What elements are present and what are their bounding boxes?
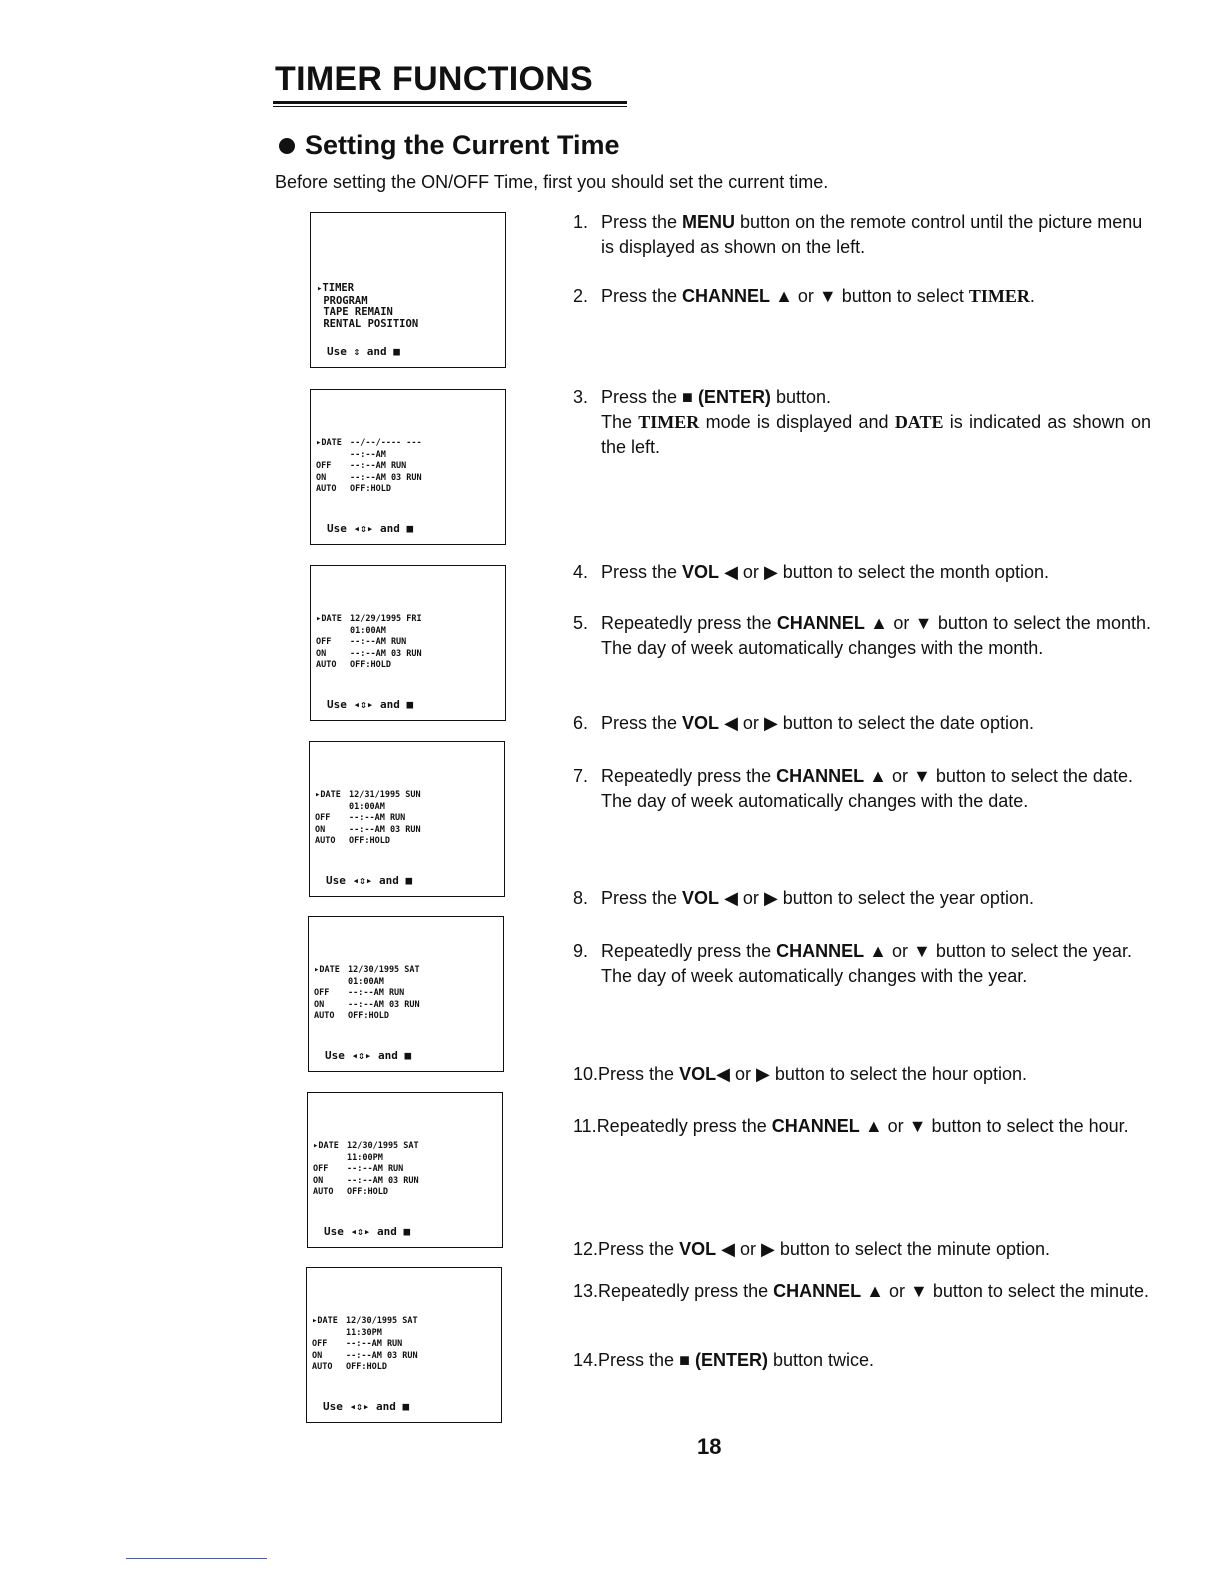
date-label: ▸DATE (314, 965, 340, 975)
timer-screen-2 (310, 565, 506, 721)
timer-screen-3 (309, 741, 505, 897)
off-label: OFF (313, 1164, 329, 1174)
step-1: 1. Press the MENU button on the remote control until the picture menu is displayed as shown on the left. (573, 212, 1143, 257)
enter-icon: ■ (393, 345, 400, 358)
step-11: 11.Repeatedly press the CHANNEL ▲ or ▼ button to select the hour. (573, 1116, 1129, 1136)
auto-value: OFF:HOLD (350, 484, 391, 494)
off-value: --:--AM RUN (350, 461, 407, 471)
step-13: 13.Repeatedly press the CHANNEL ▲ or ▼ button to select the minute. (573, 1281, 1149, 1301)
triangle-down-icon: ▼ (914, 613, 933, 633)
timer-grid (312, 1316, 418, 1374)
enter-icon: ■ (406, 522, 414, 535)
triangle-up-icon: ▲ (775, 286, 793, 306)
triangle-left-icon: ◀ (721, 1239, 735, 1259)
cursor-icon: ▸ (316, 614, 322, 624)
auto-value: OFF:HOLD (349, 836, 390, 846)
time-value: 01:00AM (348, 976, 384, 987)
cursor-icon: ▸ (315, 790, 321, 800)
on-label: ON (314, 999, 325, 1010)
off-label: OFF (316, 461, 332, 471)
auto-label: AUTO (316, 660, 337, 670)
screen-hint: Use ◂⇕▸ and ■ (326, 874, 413, 887)
triangle-down-icon: ▼ (908, 1116, 927, 1136)
triangle-up-icon: ▲ (866, 1281, 884, 1301)
triangle-left-icon: ◀ (724, 713, 738, 733)
on-value: --:--AM 03 RUN (346, 1350, 418, 1361)
screen-hint: Use ◂⇕▸ and ■ (327, 522, 414, 535)
off-label: OFF (316, 637, 332, 647)
page-number: 18 (697, 1434, 722, 1459)
time-value: 11:30PM (346, 1327, 382, 1338)
screen-hint: Use ◂⇕▸ and ■ (327, 698, 414, 711)
left-right-up-down-icon: ◂⇕▸ (350, 1225, 371, 1238)
step-3: 3. Press the ■ (ENTER) button. The TIMER mode is displayed and DATE is indicated as shown on the left. (573, 387, 1151, 457)
step-14: 14.Press the ■ (ENTER) button twice. (573, 1350, 875, 1370)
triangle-up-icon: ▲ (864, 1116, 883, 1136)
auto-label: AUTO (313, 1187, 334, 1197)
on-label: ON (315, 824, 326, 835)
auto-label: AUTO (312, 1362, 333, 1372)
on-value: --:--AM 03 RUN (347, 1175, 419, 1186)
left-right-up-down-icon: ◂⇕▸ (353, 698, 374, 711)
on-label: ON (316, 472, 327, 483)
off-value: --:--AM RUN (347, 1164, 404, 1174)
enter-icon: ■ (406, 698, 414, 711)
date-label: ▸DATE (315, 790, 341, 800)
auto-label: AUTO (314, 1011, 335, 1021)
enter-icon: ■ (405, 874, 413, 887)
time-value: --:--AM (350, 449, 386, 460)
off-label: OFF (315, 813, 331, 823)
timer-screen-4 (308, 916, 504, 1072)
left-right-up-down-icon: ◂⇕▸ (353, 522, 374, 535)
enter-icon: ■ (403, 1225, 411, 1238)
timer-grid (313, 1141, 419, 1199)
screen-hint: Use ⇕ and ■ (327, 345, 400, 358)
off-value: --:--AM RUN (348, 988, 405, 998)
menu-item-program: PROGRAM (323, 294, 368, 307)
auto-label: AUTO (316, 484, 337, 494)
title-underline-thin (273, 106, 627, 107)
triangle-down-icon: ▼ (912, 941, 931, 961)
enter-icon: ■ (404, 1049, 412, 1062)
triangle-right-icon: ▶ (763, 888, 778, 908)
triangle-up-icon: ▲ (869, 766, 887, 786)
triangle-up-icon: ▲ (869, 941, 887, 961)
bullet-icon (279, 138, 295, 154)
on-label: ON (312, 1350, 323, 1361)
enter-icon: ■ (402, 1400, 410, 1413)
cursor-icon: ▸ (316, 438, 322, 448)
stop-square-icon: ■ (682, 387, 693, 407)
screen-hint: Use ◂⇕▸ and ■ (325, 1049, 412, 1062)
triangle-right-icon: ▶ (763, 713, 778, 733)
cursor-icon: ▸ (317, 284, 323, 294)
off-value: --:--AM RUN (349, 813, 406, 823)
title-underline (273, 101, 627, 104)
timer-grid (316, 438, 422, 496)
timer-screen-6 (306, 1267, 502, 1423)
auto-label: AUTO (315, 836, 336, 846)
triangle-right-icon: ▶ (763, 562, 778, 582)
on-label: ON (313, 1175, 324, 1186)
date-value: 12/30/1995 SAT (347, 1141, 419, 1151)
menu-item-rental-position: RENTAL POSITION (323, 317, 419, 330)
left-right-up-down-icon: ◂⇕▸ (349, 1400, 370, 1413)
time-value: 11:00PM (347, 1152, 383, 1163)
step-2: 2. Press the CHANNEL ▲ or ▼ button to select TIMER. (573, 286, 1035, 306)
triangle-down-icon: ▼ (818, 286, 837, 306)
timer-grid (315, 790, 421, 848)
timer-screen-1 (310, 389, 506, 545)
triangle-down-icon: ▼ (910, 1281, 928, 1301)
auto-value: OFF:HOLD (347, 1187, 388, 1197)
date-value: 12/30/1995 SAT (348, 965, 420, 975)
triangle-left-icon: ◀ (724, 562, 738, 582)
date-label: ▸DATE (312, 1316, 338, 1326)
on-value: --:--AM 03 RUN (350, 472, 422, 483)
on-value: --:--AM 03 RUN (350, 648, 422, 659)
triangle-up-icon: ▲ (870, 613, 889, 633)
timer-screen-5 (307, 1092, 503, 1248)
time-value: 01:00AM (349, 801, 385, 812)
timer-grid (316, 614, 422, 672)
date-label: ▸DATE (316, 614, 342, 624)
triangle-right-icon: ▶ (760, 1239, 775, 1259)
menu-item-timer: ▸TIMER (317, 282, 355, 294)
timer-grid (314, 965, 420, 1023)
page-title: TIMER FUNCTIONS (275, 60, 594, 98)
off-value: --:--AM RUN (346, 1339, 403, 1349)
step-12: 12.Press the VOL ◀ or ▶ button to select the minute option. (573, 1239, 1051, 1259)
cursor-icon: ▸ (314, 965, 320, 975)
intro-text: Before setting the ON/OFF Time, first you should set the current time. (275, 172, 829, 192)
left-right-up-down-icon: ◂⇕▸ (352, 874, 373, 887)
date-value: 12/29/1995 FRI (350, 614, 422, 624)
menu-screen (310, 212, 506, 368)
time-value: 01:00AM (350, 625, 386, 636)
triangle-left-icon: ◀ (724, 888, 738, 908)
step-9: 9. Repeatedly press the CHANNEL ▲ or ▼ button to select the year. The day of week automatically changes with the year. (573, 941, 1132, 986)
up-down-icon: ⇕ (353, 345, 361, 358)
off-label: OFF (314, 988, 330, 998)
menu-item-tape-remain: TAPE REMAIN (323, 306, 393, 318)
triangle-right-icon: ▶ (755, 1064, 770, 1084)
left-right-up-down-icon: ◂⇕▸ (351, 1049, 372, 1062)
auto-value: OFF:HOLD (350, 660, 391, 670)
menu-list (317, 283, 418, 330)
date-value: 12/31/1995 SUN (349, 790, 421, 800)
screen-hint: Use ◂⇕▸ and ■ (324, 1225, 411, 1238)
section-heading-text: Setting the Current Time (305, 130, 620, 160)
on-value: --:--AM 03 RUN (349, 824, 421, 835)
cursor-icon: ▸ (312, 1316, 318, 1326)
auto-value: OFF:HOLD (348, 1011, 389, 1021)
step-8: 8. Press the VOL ◀ or ▶ button to select the year option. (573, 888, 1034, 908)
stop-square-icon: ■ (679, 1350, 690, 1370)
date-label: ▸DATE (313, 1141, 339, 1151)
triangle-down-icon: ▼ (912, 766, 931, 786)
step-5: 5. Repeatedly press the CHANNEL ▲ or ▼ button to select the month. The day of week automatically changes with the month. (573, 613, 1151, 658)
step-7: 7. Repeatedly press the CHANNEL ▲ or ▼ button to select the date. The day of week automatically changes with the date. (573, 766, 1133, 811)
section-heading (279, 130, 620, 161)
on-value: --:--AM 03 RUN (348, 999, 420, 1010)
step-10: 10.Press the VOL◀ or ▶ button to select the hour option. (573, 1064, 1027, 1084)
cursor-icon: ▸ (313, 1141, 319, 1151)
date-value: --/--/---- --- (350, 438, 422, 448)
screen-hint: Use ◂⇕▸ and ■ (323, 1400, 410, 1413)
off-label: OFF (312, 1339, 328, 1349)
on-label: ON (316, 648, 327, 659)
triangle-left-icon: ◀ (716, 1064, 730, 1084)
auto-value: OFF:HOLD (346, 1362, 387, 1372)
step-4: 4. Press the VOL ◀ or ▶ button to select the month option. (573, 562, 1049, 582)
bottom-rule (126, 1558, 267, 1559)
off-value: --:--AM RUN (350, 637, 407, 647)
step-6: 6. Press the VOL ◀ or ▶ button to select the date option. (573, 713, 1034, 733)
date-value: 12/30/1995 SAT (346, 1316, 418, 1326)
date-label: ▸DATE (316, 438, 342, 448)
